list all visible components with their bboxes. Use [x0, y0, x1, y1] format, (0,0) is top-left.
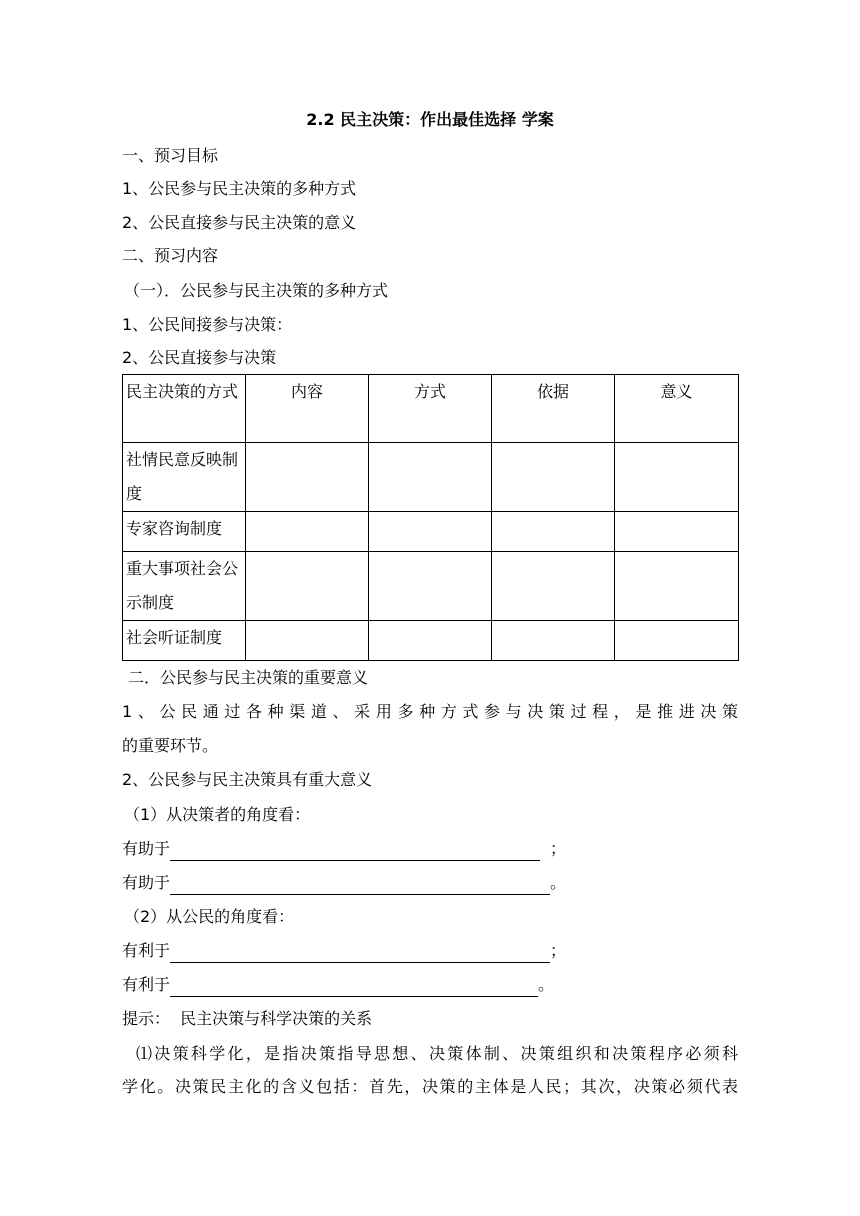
- decision-methods-table: [122, 374, 739, 661]
- hint-line-2: 学化。决策民主化的含义包括：首先，决策的主体是人民；其次，决策必须代表: [122, 1077, 738, 1096]
- paragraph-1-line-2: 的重要环节。: [122, 736, 219, 755]
- paragraph-2: 2、公民参与民主决策具有重大意义: [122, 770, 373, 789]
- table-row: [123, 621, 739, 661]
- subsection-heading-methods: （一）．公民参与民主决策的多种方式: [124, 281, 389, 300]
- hint-line-1: ⑴决策科学化，是指决策指导思想、决策体制、决策组织和决策程序必须科: [136, 1044, 738, 1063]
- table-cell-empty[interactable]: [492, 552, 615, 621]
- table-cell-empty[interactable]: [492, 621, 615, 661]
- question-2-heading: （2）从公民的角度看：: [124, 907, 295, 926]
- table-header-row: [123, 375, 739, 443]
- table-cell-empty[interactable]: [615, 512, 739, 552]
- table-cell-empty[interactable]: [369, 552, 492, 621]
- table-cell-empty[interactable]: [246, 621, 369, 661]
- table-cell-empty[interactable]: [615, 552, 739, 621]
- table-header-cell: 民主决策的方式: [123, 375, 246, 443]
- answer-blank-2[interactable]: [170, 876, 550, 895]
- direct-participation-item: 2、公民直接参与决策: [122, 348, 277, 367]
- section-heading-goals: 一、预习目标: [122, 146, 219, 165]
- fill-label: 有利于: [122, 941, 171, 960]
- table-header-cell: 依据: [492, 375, 615, 443]
- goal-item-2: 2、公民直接参与民主决策的意义: [122, 213, 357, 232]
- table-row-label: 社情民意反映制度: [123, 443, 246, 512]
- fill-end-punct: 。: [550, 873, 567, 892]
- fill-line-1: [122, 837, 566, 861]
- fill-label: 有利于: [122, 975, 171, 994]
- table-row-label: 专家咨询制度: [123, 512, 246, 552]
- answer-blank-1[interactable]: [170, 842, 540, 861]
- hint-heading: 提示： 民主决策与科学决策的关系: [122, 1009, 373, 1028]
- table-cell-empty[interactable]: [492, 443, 615, 512]
- fill-label: 有助于: [122, 839, 171, 858]
- table-row-label: 社会听证制度: [123, 621, 246, 661]
- table-row: [123, 443, 739, 512]
- fill-end-punct: ；: [550, 839, 567, 858]
- table-cell-empty[interactable]: [369, 443, 492, 512]
- question-1-heading: （1）从决策者的角度看：: [124, 805, 311, 824]
- table-cell-empty[interactable]: [615, 621, 739, 661]
- answer-blank-4[interactable]: [170, 978, 538, 997]
- table-header-cell: 内容: [246, 375, 369, 443]
- indirect-participation-item: 1、公民间接参与决策：: [122, 315, 293, 334]
- table-header-cell: 方式: [369, 375, 492, 443]
- table-row: [123, 512, 739, 552]
- answer-blank-3[interactable]: [170, 944, 550, 963]
- table-cell-empty[interactable]: [369, 512, 492, 552]
- fill-line-4: [122, 973, 554, 997]
- table-cell-empty[interactable]: [492, 512, 615, 552]
- goal-item-1: 1、公民参与民主决策的多种方式: [122, 179, 357, 198]
- table-cell-empty[interactable]: [246, 552, 369, 621]
- subsection-heading-significance: 二．公民参与民主决策的重要意义: [128, 668, 369, 687]
- table-cell-empty[interactable]: [246, 512, 369, 552]
- fill-end-punct: 。: [538, 975, 555, 994]
- table-row-label: 重大事项社会公示制度: [123, 552, 246, 621]
- table-cell-empty[interactable]: [246, 443, 369, 512]
- section-heading-content: 二、预习内容: [122, 246, 219, 265]
- table-cell-empty[interactable]: [369, 621, 492, 661]
- fill-line-3: [122, 939, 566, 963]
- fill-end-punct: ；: [550, 941, 567, 960]
- table-cell-empty[interactable]: [615, 443, 739, 512]
- fill-line-2: [122, 871, 566, 895]
- document-title: 2.2 民主决策：作出最佳选择 学案: [306, 110, 554, 129]
- paragraph-1-line-1: 1、公民通过各种渠道、采用多种方式参与决策过程，是推进决策: [122, 702, 738, 721]
- fill-label: 有助于: [122, 873, 171, 892]
- table-header-cell: 意义: [615, 375, 739, 443]
- table-row: [123, 552, 739, 621]
